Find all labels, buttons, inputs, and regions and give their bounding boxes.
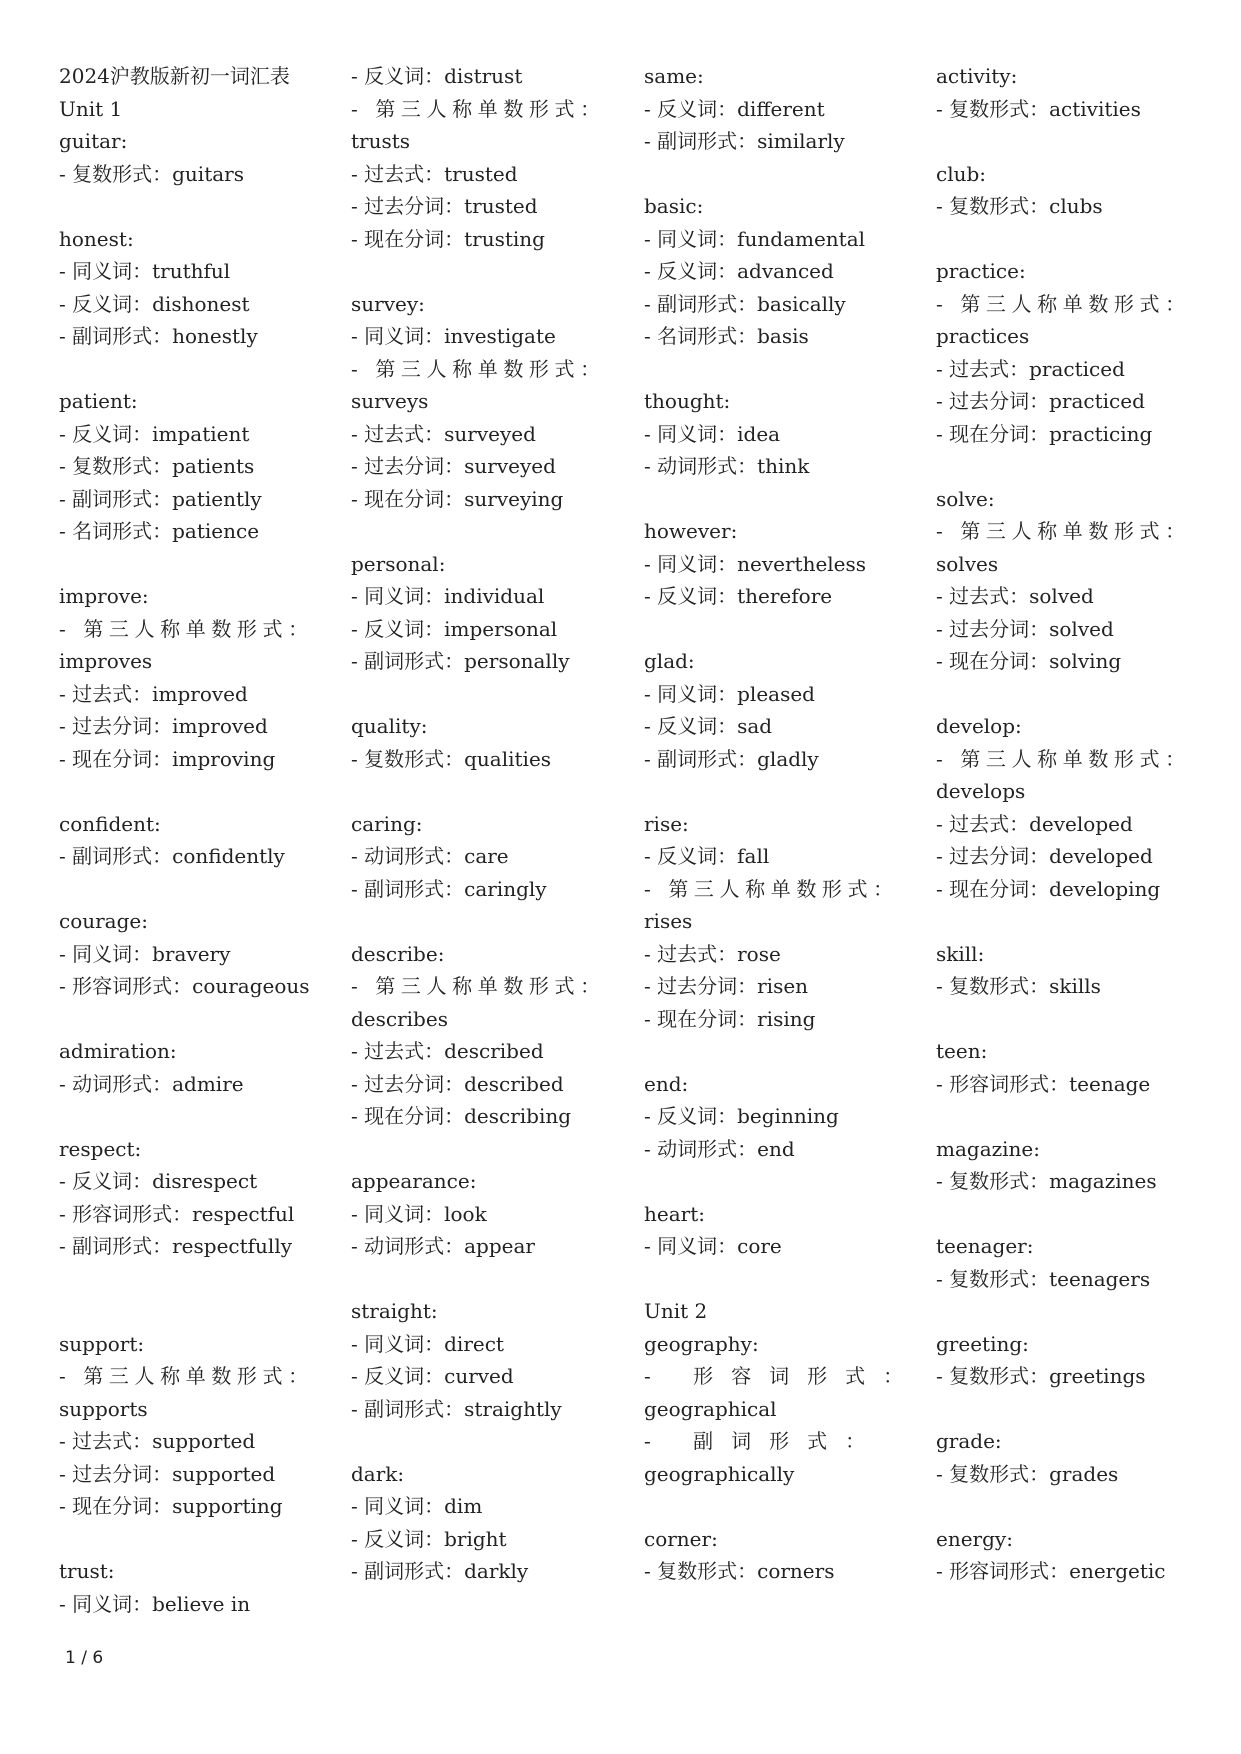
vocab-form-line: - 过去式：developed bbox=[936, 811, 1133, 836]
vocab-column-3 bbox=[644, 60, 922, 1588]
vocab-headword: survey: bbox=[351, 291, 425, 316]
blank-line bbox=[59, 1295, 321, 1328]
vocab-form-line: - 动词形式：end bbox=[644, 1136, 795, 1161]
vocab-headword: glad: bbox=[644, 649, 695, 673]
vocab-headword: respect: bbox=[59, 1136, 142, 1161]
vocab-headword: solve: bbox=[936, 486, 995, 511]
blank-line bbox=[59, 1003, 321, 1036]
vocab-continuation: surveys bbox=[351, 389, 429, 413]
document-title: 2024沪教版新初一词汇表 bbox=[59, 64, 290, 88]
vocab-form-line: - 第三人称单数形式： bbox=[351, 974, 606, 998]
vocab-form-line: - 复数形式：qualities bbox=[351, 746, 552, 771]
vocab-form-line: - 过去式：supported bbox=[59, 1429, 256, 1453]
vocab-form-line: - 复数形式：skills bbox=[936, 974, 1101, 998]
vocab-headword: quality: bbox=[351, 714, 428, 738]
vocab-form-line: - 第三人称单数形式： bbox=[936, 291, 1191, 316]
vocab-form-line: - 同义词：direct bbox=[351, 1331, 504, 1356]
vocab-form-line: - 反义词：impersonal bbox=[351, 616, 558, 641]
vocab-headword: patient: bbox=[59, 389, 138, 413]
vocab-form-line: - 现在分词：practicing bbox=[936, 421, 1153, 446]
vocab-form-line: - 复数形式：teenagers bbox=[936, 1266, 1151, 1291]
vocab-form-line: - 过去式：surveyed bbox=[351, 421, 536, 446]
vocab-headword: activity: bbox=[936, 64, 1018, 88]
vocab-form-line: - 副词形式：confidently bbox=[59, 844, 285, 868]
vocab-form-line: - 形容词形式：energetic bbox=[936, 1559, 1166, 1583]
vocab-form-line: - 动词形式：admire bbox=[59, 1071, 244, 1096]
vocab-form-line: - 名词形式：patience bbox=[59, 519, 260, 543]
vocab-headword: courage: bbox=[59, 909, 148, 933]
blank-line bbox=[351, 255, 613, 288]
vocab-form-line: - 过去分词：improved bbox=[59, 714, 268, 738]
blank-line bbox=[59, 775, 321, 808]
vocab-form-line: - 形容词形式：teenage bbox=[936, 1071, 1151, 1096]
vocab-form-line: - 过去式：practiced bbox=[936, 356, 1125, 381]
vocab-form-line: - 复数形式：magazines bbox=[936, 1169, 1157, 1193]
vocab-headword: end: bbox=[644, 1071, 689, 1096]
vocab-continuation: trusts bbox=[351, 129, 411, 153]
vocab-headword: describe: bbox=[351, 941, 445, 966]
vocab-form-line: - 现在分词：surveying bbox=[351, 486, 564, 511]
vocab-form-line: - 副词形式：gladly bbox=[644, 746, 819, 771]
vocab-headword: heart: bbox=[644, 1201, 705, 1226]
vocab-form-line: - 复数形式：corners bbox=[644, 1559, 835, 1583]
vocab-form-line: - 反义词：bright bbox=[351, 1526, 507, 1551]
vocab-form-line: - 反义词：distrust bbox=[351, 64, 523, 88]
vocab-headword: admiration: bbox=[59, 1039, 177, 1063]
blank-line bbox=[936, 1295, 1198, 1328]
vocab-form-line: - 现在分词：improving bbox=[59, 746, 276, 771]
blank-line bbox=[644, 353, 906, 386]
vocab-headword: same: bbox=[644, 64, 704, 88]
vocab-headword: dark: bbox=[351, 1461, 405, 1486]
vocab-form-line: - 同义词：fundamental bbox=[644, 226, 866, 251]
blank-line bbox=[59, 190, 321, 223]
vocab-headword: appearance: bbox=[351, 1169, 477, 1193]
vocab-form-line: - 反义词：impatient bbox=[59, 421, 250, 446]
vocab-form-line: - 名词形式：basis bbox=[644, 324, 809, 348]
vocab-form-line: - 反义词：sad bbox=[644, 714, 773, 738]
blank-line bbox=[936, 223, 1198, 256]
vocab-headword: thought: bbox=[644, 389, 731, 413]
blank-line bbox=[644, 483, 906, 516]
vocab-headword: corner: bbox=[644, 1526, 718, 1551]
vocab-headword: caring: bbox=[351, 811, 423, 836]
vocab-form-line: - 同义词：pleased bbox=[644, 681, 815, 706]
vocab-form-line: - 复数形式：guitars bbox=[59, 161, 244, 186]
vocab-continuation: describes bbox=[351, 1006, 448, 1031]
vocab-form-line: - 副词形式：honestly bbox=[59, 324, 258, 348]
vocab-form-line: - 反义词：different bbox=[644, 96, 825, 121]
blank-line bbox=[351, 1133, 613, 1166]
blank-line bbox=[936, 905, 1198, 938]
vocab-headword: grade: bbox=[936, 1429, 1002, 1453]
blank-line bbox=[644, 1035, 906, 1068]
vocab-form-line: - 过去式：solved bbox=[936, 584, 1094, 608]
vocab-form-line: - 副词形式：similarly bbox=[644, 129, 845, 153]
vocab-form-line: - 同义词：look bbox=[351, 1201, 487, 1226]
vocab-form-line: - 同义词：investigate bbox=[351, 324, 556, 348]
vocab-form-line: - 副词形式：caringly bbox=[351, 876, 547, 901]
vocab-headword: improve: bbox=[59, 584, 149, 608]
vocab-form-line: - 同义词：individual bbox=[351, 584, 545, 608]
vocab-form-line: - 复数形式：clubs bbox=[936, 194, 1103, 218]
blank-line bbox=[936, 1393, 1198, 1426]
vocab-form-line: - 第三人称单数形式： bbox=[59, 1364, 314, 1388]
vocab-form-line: - 现在分词：describing bbox=[351, 1104, 572, 1128]
blank-line bbox=[59, 548, 321, 581]
blank-line bbox=[936, 1198, 1198, 1231]
vocab-continuation: geographical bbox=[644, 1396, 777, 1421]
vocab-continuation: rises bbox=[644, 909, 693, 933]
blank-line bbox=[936, 1490, 1198, 1523]
vocab-headword: skill: bbox=[936, 941, 985, 966]
blank-line bbox=[644, 1263, 906, 1296]
blank-line bbox=[351, 775, 613, 808]
vocab-form-line: - 副词形式：patiently bbox=[59, 486, 262, 511]
vocab-form-line: - 反义词：therefore bbox=[644, 584, 833, 608]
vocab-form-line: - 过去式：described bbox=[351, 1039, 544, 1063]
vocab-headword: practice: bbox=[936, 259, 1026, 283]
vocab-form-line: - 同义词：dim bbox=[351, 1494, 483, 1518]
vocab-form-line: - 复数形式：patients bbox=[59, 454, 255, 478]
vocab-form-line: - 反义词：dishonest bbox=[59, 291, 250, 316]
vocab-form-line: - 反义词：curved bbox=[351, 1364, 514, 1388]
vocab-form-line: - 形容词形式：respectful bbox=[59, 1201, 295, 1226]
vocab-headword: trust: bbox=[59, 1559, 115, 1583]
vocab-form-line: - 副词形式：respectfully bbox=[59, 1234, 293, 1258]
vocab-form-line: - 动词形式：appear bbox=[351, 1234, 535, 1258]
vocab-form-line: - 副词形式： bbox=[644, 1429, 884, 1453]
vocab-form-line: - 第三人称单数形式： bbox=[59, 616, 314, 641]
vocab-form-line: - 副词形式：basically bbox=[644, 291, 846, 316]
vocab-form-line: - 同义词：core bbox=[644, 1234, 782, 1258]
vocab-form-line: - 过去分词：supported bbox=[59, 1461, 276, 1486]
blank-line bbox=[59, 1100, 321, 1133]
vocab-form-line: - 形容词形式： bbox=[644, 1364, 922, 1388]
vocab-form-line: - 过去分词：solved bbox=[936, 616, 1114, 641]
vocab-form-line: - 第三人称单数形式： bbox=[936, 746, 1191, 771]
vocab-form-line: - 形容词形式：courageous bbox=[59, 974, 310, 998]
page-number: 1 / 6 bbox=[65, 1648, 104, 1668]
vocab-form-line: - 第三人称单数形式： bbox=[644, 876, 899, 901]
vocab-form-line: - 动词形式：care bbox=[351, 844, 509, 868]
vocab-form-line: - 反义词：disrespect bbox=[59, 1169, 258, 1193]
vocab-form-line: - 现在分词：rising bbox=[644, 1006, 816, 1031]
blank-line bbox=[644, 158, 906, 191]
vocab-continuation: geographically bbox=[644, 1461, 795, 1486]
vocab-form-line: - 过去式：trusted bbox=[351, 161, 518, 186]
vocab-form-line: - 第三人称单数形式： bbox=[351, 96, 606, 121]
blank-line bbox=[59, 1523, 321, 1556]
vocab-form-line: - 过去分词：risen bbox=[644, 974, 809, 998]
blank-line bbox=[644, 775, 906, 808]
vocab-column-2 bbox=[351, 60, 613, 1588]
vocab-headword: magazine: bbox=[936, 1136, 1041, 1161]
vocab-form-line: - 复数形式：greetings bbox=[936, 1364, 1146, 1388]
blank-line bbox=[936, 1003, 1198, 1036]
vocab-headword: teenager: bbox=[936, 1234, 1034, 1258]
vocab-form-line: - 同义词：believe in bbox=[59, 1591, 251, 1616]
vocab-continuation: develops bbox=[936, 779, 1026, 803]
vocab-headword: support: bbox=[59, 1331, 145, 1356]
vocab-headword: geography: bbox=[644, 1331, 759, 1356]
blank-line bbox=[59, 873, 321, 906]
vocab-form-line: - 现在分词：supporting bbox=[59, 1494, 283, 1518]
blank-line bbox=[351, 1425, 613, 1458]
vocab-form-line: - 反义词：fall bbox=[644, 844, 770, 868]
blank-line bbox=[936, 678, 1198, 711]
blank-line bbox=[936, 1100, 1198, 1133]
vocab-form-line: - 现在分词：developing bbox=[936, 876, 1161, 901]
vocab-form-line: - 过去分词：developed bbox=[936, 844, 1153, 868]
vocab-form-line: - 同义词：bravery bbox=[59, 941, 231, 966]
vocab-form-line: - 过去分词：surveyed bbox=[351, 454, 556, 478]
vocab-headword: greeting: bbox=[936, 1331, 1029, 1356]
vocab-headword: honest: bbox=[59, 226, 134, 251]
vocab-form-line: - 反义词：beginning bbox=[644, 1104, 839, 1128]
blank-line bbox=[936, 450, 1198, 483]
vocab-headword: develop: bbox=[936, 714, 1022, 738]
vocab-form-line: - 过去分词：practiced bbox=[936, 389, 1145, 413]
vocab-form-line: - 复数形式：activities bbox=[936, 96, 1141, 121]
vocab-continuation: solves bbox=[936, 551, 999, 576]
vocab-headword: guitar: bbox=[59, 129, 128, 153]
unit-heading: Unit 1 bbox=[59, 96, 123, 121]
vocab-form-line: - 过去式：rose bbox=[644, 941, 781, 966]
vocab-headword: confident: bbox=[59, 811, 161, 836]
blank-line bbox=[351, 678, 613, 711]
blank-line bbox=[644, 1165, 906, 1198]
vocab-form-line: - 同义词：nevertheless bbox=[644, 551, 867, 576]
vocab-form-line: - 动词形式：think bbox=[644, 454, 810, 478]
vocab-form-line: - 过去分词：trusted bbox=[351, 194, 538, 218]
vocab-continuation: practices bbox=[936, 324, 1030, 348]
vocab-headword: teen: bbox=[936, 1039, 988, 1063]
unit-heading: Unit 2 bbox=[644, 1299, 708, 1323]
vocab-column-1 bbox=[59, 60, 321, 1620]
blank-line bbox=[59, 353, 321, 386]
vocab-headword: personal: bbox=[351, 551, 446, 576]
vocab-form-line: - 同义词：truthful bbox=[59, 259, 231, 283]
vocab-form-line: - 副词形式：straightly bbox=[351, 1396, 562, 1421]
blank-line bbox=[351, 515, 613, 548]
vocab-form-line: - 同义词：idea bbox=[644, 421, 781, 446]
vocab-form-line: - 副词形式：darkly bbox=[351, 1559, 529, 1583]
blank-line bbox=[351, 905, 613, 938]
vocab-headword: rise: bbox=[644, 811, 689, 836]
vocab-headword: energy: bbox=[936, 1526, 1013, 1551]
vocab-form-line: - 现在分词：solving bbox=[936, 649, 1122, 673]
vocab-form-line: - 副词形式：personally bbox=[351, 649, 570, 673]
blank-line bbox=[351, 1263, 613, 1296]
vocab-column-4 bbox=[936, 60, 1198, 1588]
vocab-form-line: - 过去分词：described bbox=[351, 1071, 564, 1096]
vocab-headword: however: bbox=[644, 519, 738, 543]
vocab-form-line: - 第三人称单数形式： bbox=[936, 519, 1191, 543]
blank-line bbox=[59, 1263, 321, 1296]
vocab-continuation: improves bbox=[59, 649, 153, 673]
blank-line bbox=[644, 1490, 906, 1523]
blank-line bbox=[936, 125, 1198, 158]
vocab-form-line: - 过去式：improved bbox=[59, 681, 248, 706]
vocab-form-line: - 现在分词：trusting bbox=[351, 226, 545, 251]
vocab-headword: basic: bbox=[644, 194, 704, 218]
vocab-headword: club: bbox=[936, 161, 987, 186]
vocab-continuation: supports bbox=[59, 1396, 148, 1421]
vocab-form-line: - 第三人称单数形式： bbox=[351, 356, 606, 381]
vocab-form-line: - 复数形式：grades bbox=[936, 1461, 1119, 1486]
vocab-form-line: - 反义词：advanced bbox=[644, 259, 834, 283]
blank-line bbox=[644, 613, 906, 646]
vocab-headword: straight: bbox=[351, 1299, 438, 1323]
